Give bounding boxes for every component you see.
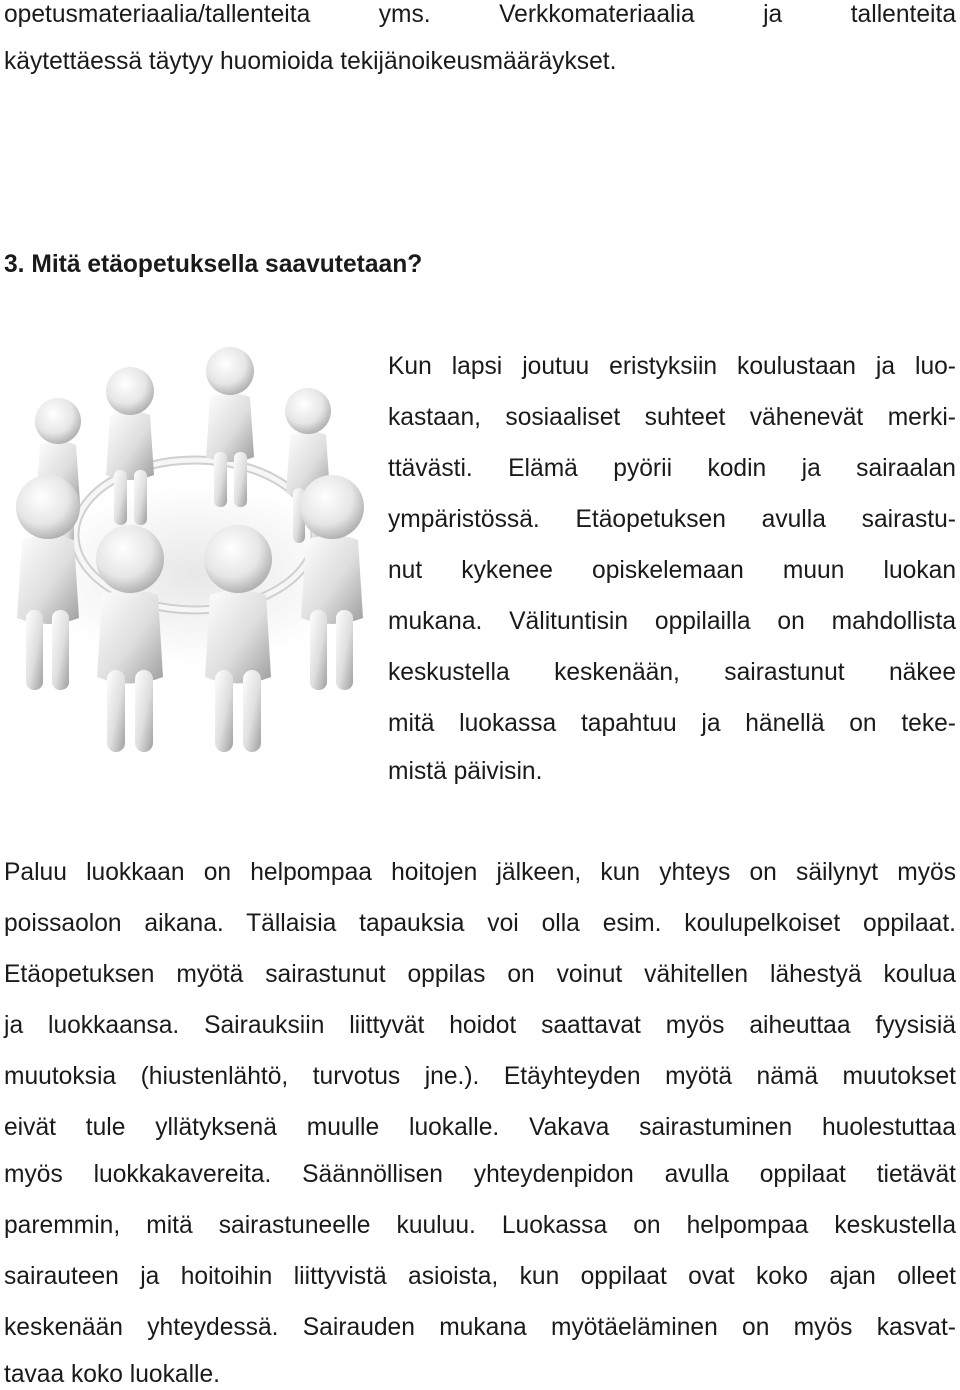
side-line-8: mitä luokassa tapahtuu ja hänellä on teke- — [388, 710, 956, 737]
side-line-2: kastaan, sosiaaliset suhteet vähenevät merki- — [388, 404, 956, 431]
side-line-5: nut kykenee opiskelemaan muun luokan — [388, 557, 956, 584]
body-line-11: tavaa koko luokalle. — [4, 1361, 221, 1388]
section-heading: 3. Mitä etäopetuksella saavutetaan? — [4, 251, 423, 278]
body-line-5: muutoksia (hiustenlähtö, turvotus jne.). Etäyhteyden myötä nämä muutokset — [4, 1063, 956, 1090]
side-line-7: keskustella keskenään, sairastunut näkee — [388, 659, 956, 686]
intro-line-2: käytettäessä täytyy huomioida tekijänoikeusmääräykset. — [4, 48, 617, 75]
body-line-10: keskenään yhteydessä. Sairauden mukana myötäeläminen on myös kasvat- — [4, 1314, 956, 1341]
side-line-6: mukana. Välituntisin oppilailla on mahdollista — [388, 608, 956, 635]
side-line-9: mistä päivisin. — [388, 758, 543, 785]
body-line-4: ja luokkaansa. Sairauksiin liittyvät hoidot saattavat myös aiheuttaa fyysisiä — [4, 1012, 956, 1039]
body-line-8: paremmin, mitä sairastuneelle kuuluu. Luokassa on helpompaa keskustella — [4, 1212, 956, 1239]
figures-circle-illustration — [10, 325, 380, 757]
body-line-6: eivät tule yllätyksenä muulle luokalle. Vakava sairastuminen huolestuttaa — [4, 1114, 956, 1141]
side-line-3: ttävästi. Elämä pyörii kodin ja sairaalan — [388, 455, 956, 482]
body-line-2: poissaolon aikana. Tällaisia tapauksia voi olla esim. koulupelkoiset oppilaat. — [4, 910, 956, 937]
body-line-3: Etäopetuksen myötä sairastunut oppilas on voinut vähitellen lähestyä koulua — [4, 961, 956, 988]
body-line-7: myös luokkakavereita. Säännöllisen yhteydenpidon avulla oppilaat tietävät — [4, 1161, 956, 1188]
side-line-1: Kun lapsi joutuu eristyksiin koulustaan ja luo- — [388, 353, 956, 380]
body-line-9: sairauteen ja hoitoihin liittyvistä asioista, kun oppilaat ovat koko ajan olleet — [4, 1263, 956, 1290]
side-line-4: ympäristössä. Etäopetuksen avulla sairastu- — [388, 506, 956, 533]
intro-line-1: opetusmateriaalia/tallenteita yms. Verkkomateriaalia ja tallenteita — [4, 1, 956, 28]
body-line-1: Paluu luokkaan on helpompaa hoitojen jälkeen, kun yhteys on säilynyt myös — [4, 859, 956, 886]
